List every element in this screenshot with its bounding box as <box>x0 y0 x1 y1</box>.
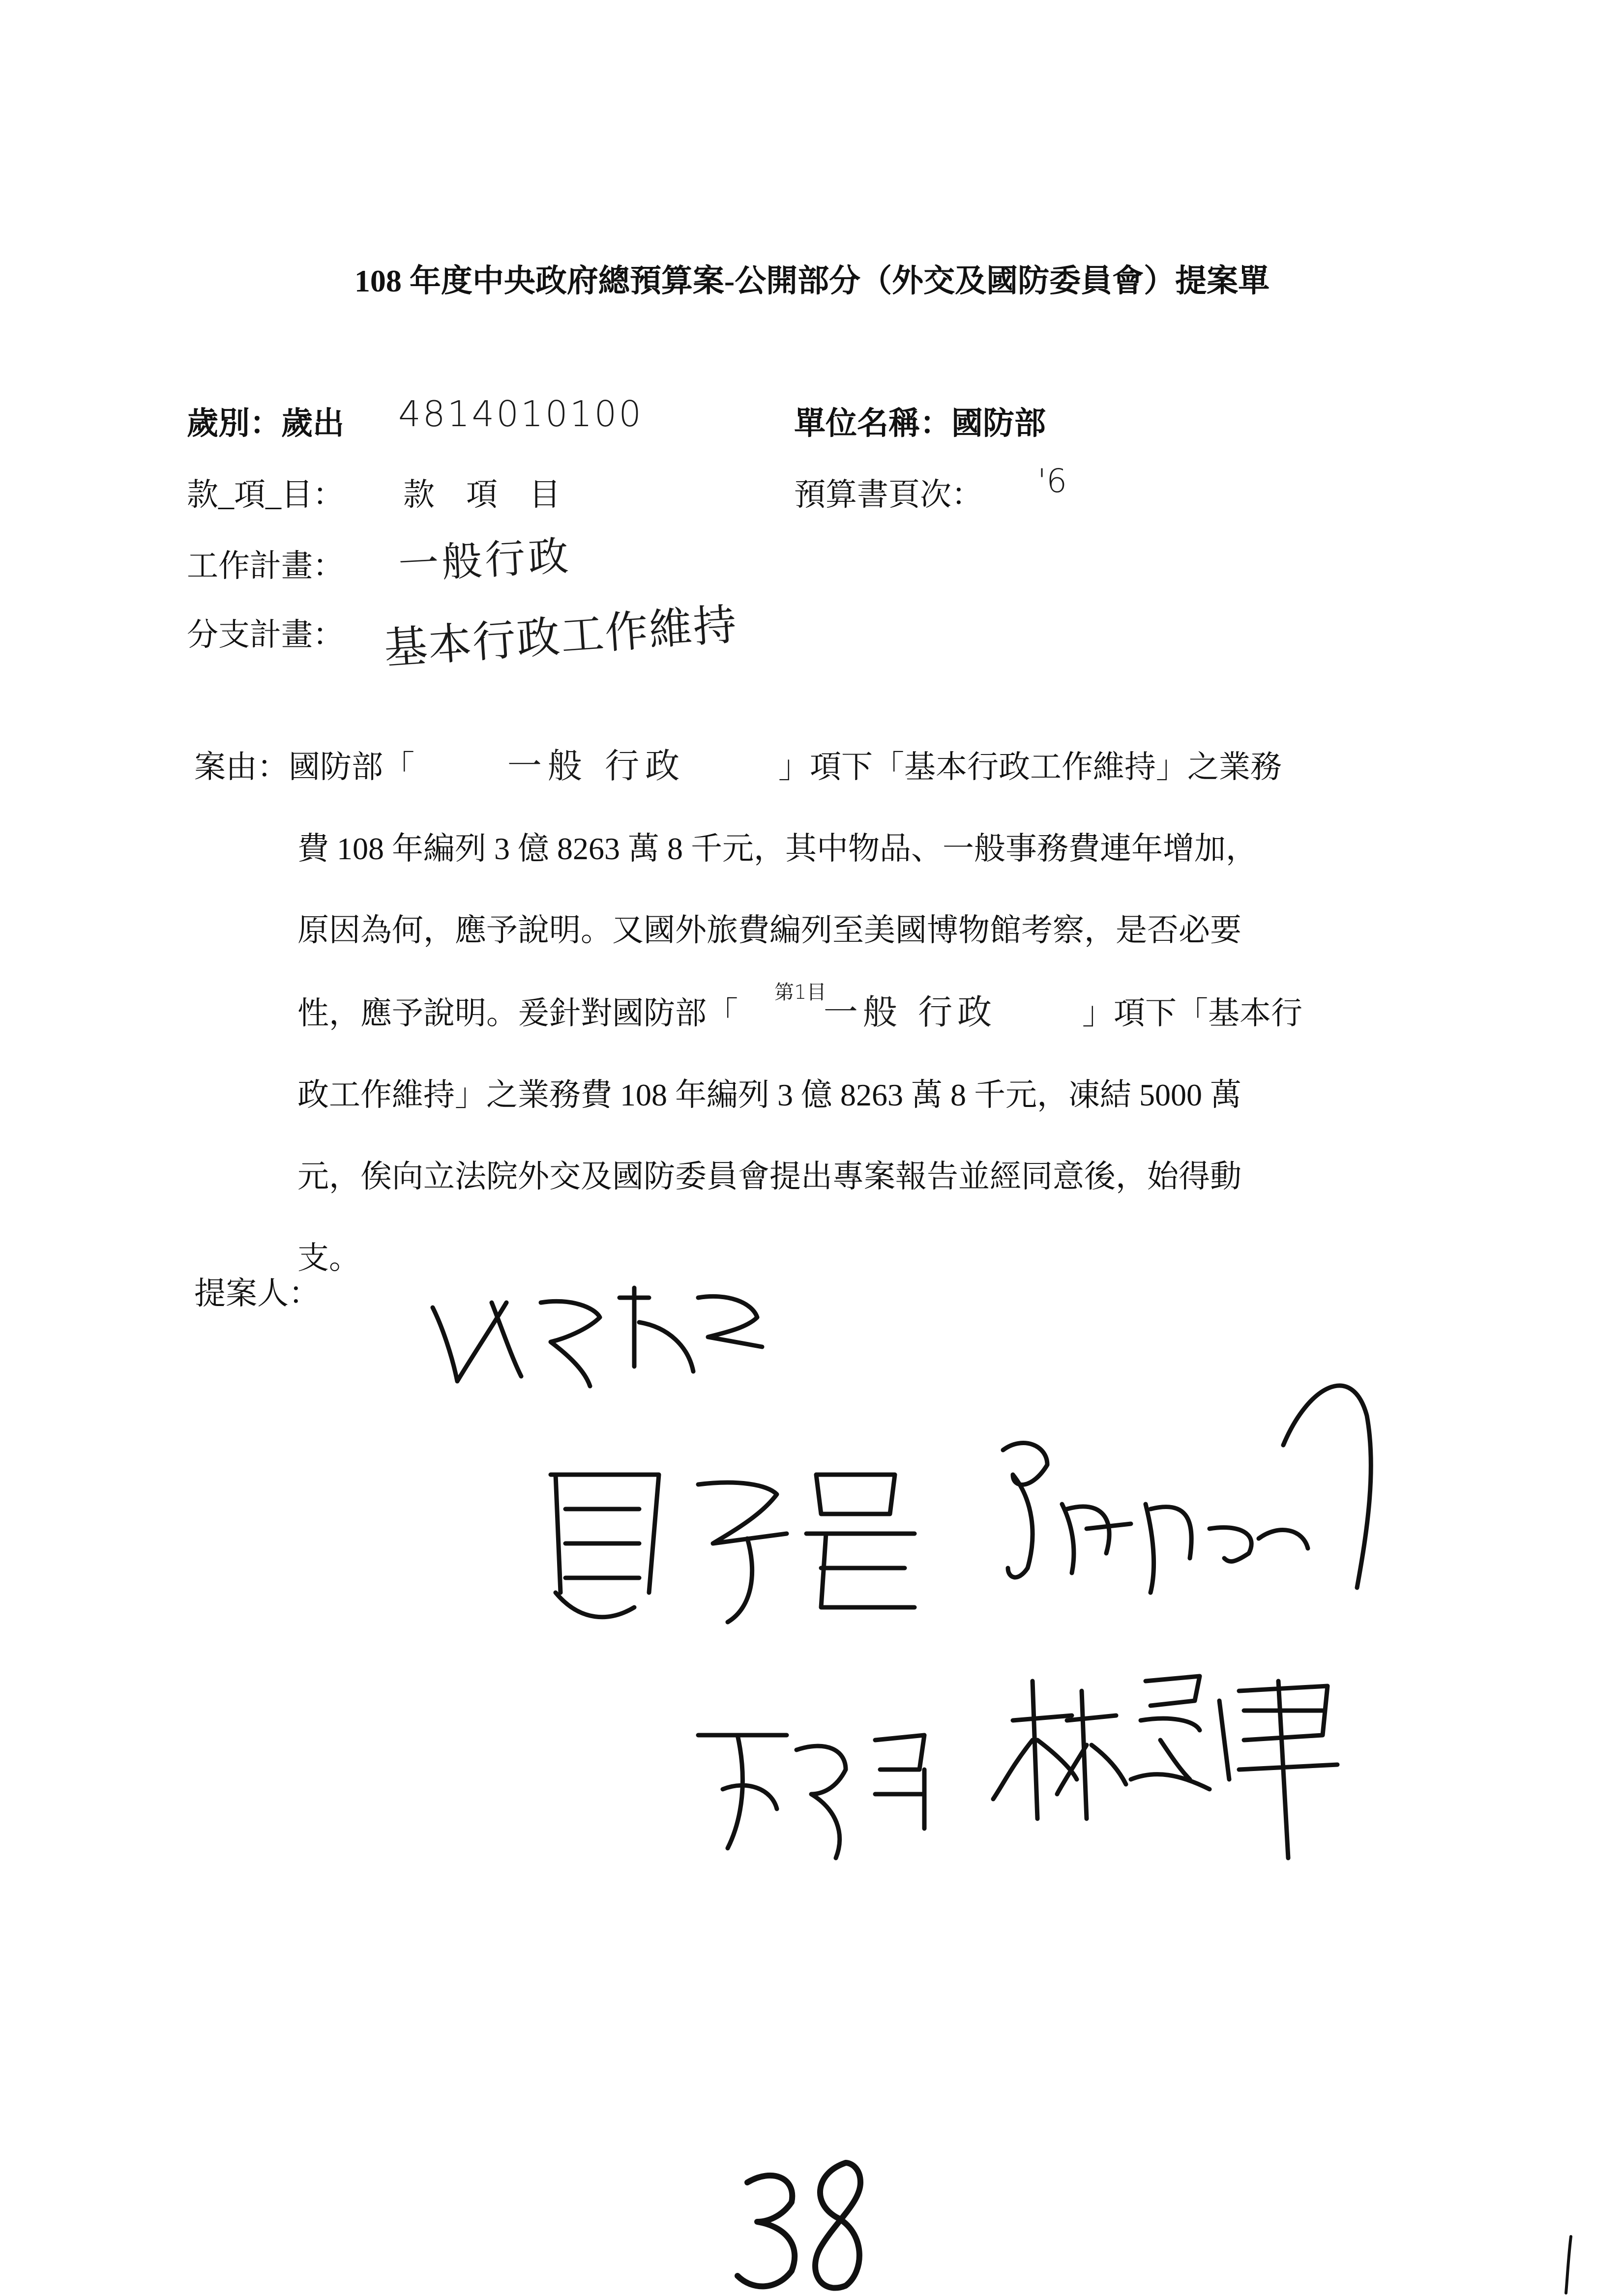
unit-label: 單位名稱：國防部 <box>794 406 1046 441</box>
signature-3 <box>1003 1386 1371 1593</box>
year-label: 歲別：歲出 <box>187 406 344 441</box>
reason-line-5: 政工作維持」之業務費 108 年編列 3 億 8263 萬 8 千元，凍結 5000 萬 <box>297 1077 1241 1112</box>
year-value: 4814010100 <box>398 393 644 435</box>
signature-2 <box>551 1475 915 1622</box>
margin-mark <box>1566 2237 1571 2293</box>
signature-4 <box>698 1735 924 1858</box>
work-plan-label: 工作計畫： <box>187 549 344 583</box>
reason-line-1b: 」項下「基本行政工作維持」之業務 <box>778 750 1282 785</box>
reason-line-3: 原因為何，應予說明。又國外旅費編列至美國博物館考察，是否必要 <box>297 913 1241 948</box>
reason-blank-2: 一般 行政 <box>823 992 997 1032</box>
item-value: 款 項 目 <box>403 477 561 512</box>
reason-label: 案由： <box>194 750 289 785</box>
sub-plan-label: 分支計畫： <box>187 617 344 652</box>
work-plan-value: 一般行政 <box>397 532 573 589</box>
reason-line-6: 元，俟向立法院外交及國防委員會提出專案報告並經同意後，始得動 <box>297 1159 1241 1194</box>
page-ref-label: 預算書頁次： <box>794 477 983 512</box>
sub-plan-value: 基本行政工作維持 <box>382 598 739 674</box>
marginal-note: 第1目 <box>774 981 827 1004</box>
reason-blank-1: 一般 行政 <box>507 746 686 786</box>
item-label: 款_項_目： <box>187 477 344 512</box>
reason-line-7: 支。 <box>297 1241 360 1276</box>
reason-line-4a: 性，應予說明。爰針對國防部「 <box>297 996 738 1031</box>
reason-line-2: 費 108 年編列 3 億 8263 萬 8 千元，其中物品、一般事務費連年增加， <box>297 831 1257 866</box>
signature-1 <box>433 1288 762 1386</box>
reason-line-1a: 國防部「 <box>289 750 414 785</box>
proposer-label: 提案人： <box>194 1276 320 1311</box>
page-ref-value: '6 <box>1037 462 1067 500</box>
reason-line-4b: 」項下「基本行 <box>1082 996 1302 1031</box>
form-title: 108 年度中央政府總預算案-公開部分（外交及國防委員會）提案單 <box>354 263 1270 298</box>
signature-5 <box>993 1676 1337 1858</box>
